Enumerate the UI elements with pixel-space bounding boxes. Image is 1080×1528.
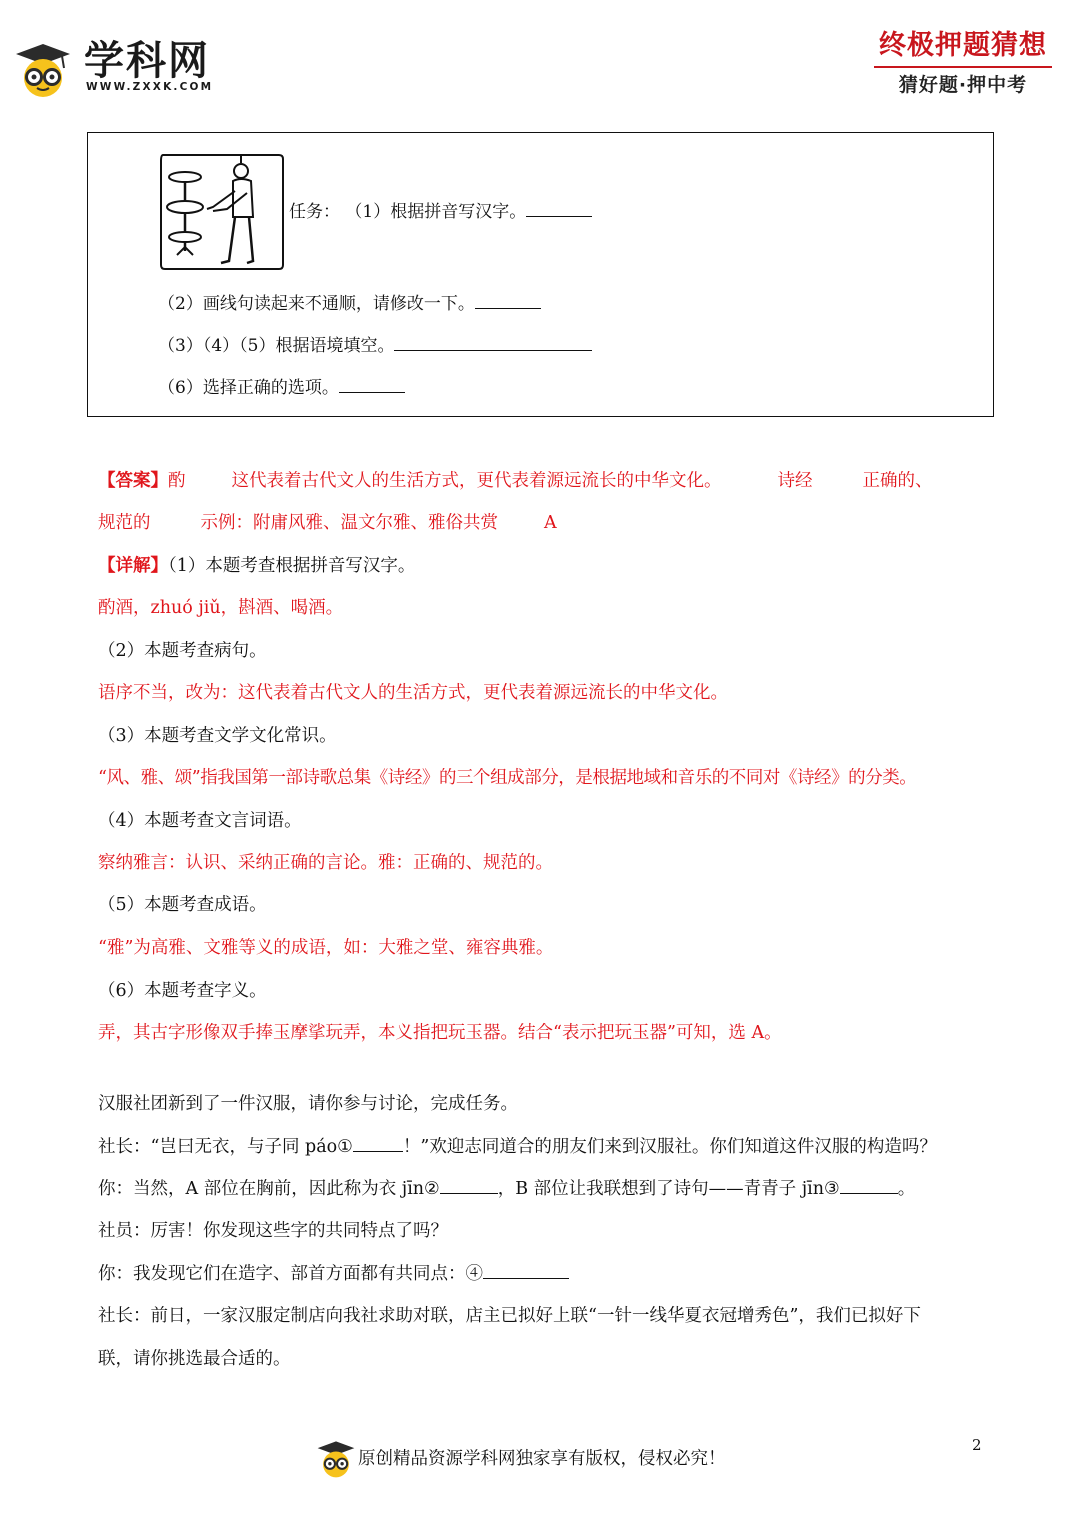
question-line-6: 联，请你挑选最合适的。 [98, 1349, 291, 1369]
detail-line-1: 【详解】（1）本题考查根据拼音写汉字。 [98, 556, 416, 576]
task-line-1: 任务： （1）根据拼音写汉字。 [289, 199, 592, 225]
fill-blank-1[interactable] [353, 1134, 403, 1152]
answer-blank-4[interactable] [339, 375, 405, 393]
question-line-1: 社长：“岂曰无衣，与子同 páo① ！”欢迎志同道合的朋友们来到汉服社。你们知道这件汉服的构造吗？ [98, 1133, 937, 1161]
answer-blank-2[interactable] [475, 291, 541, 309]
task-box [87, 132, 994, 417]
logo-text: 学科网 [84, 38, 210, 84]
page-number: 2 [972, 1436, 982, 1454]
answer-blank-3[interactable] [394, 333, 592, 351]
copyright-text: 原创精品资源学科网独家享有版权，侵权必究！ [358, 1449, 726, 1469]
detail-line-8: 察纳雅言：认识、采纳正确的言论。雅：正确的、规范的。 [98, 853, 553, 873]
detail-line-12: 弄，其古字形像双手捧玉摩挲玩弄，本义指把玩玉器。结合“表示把玩玉器”可知，选 A。 [98, 1023, 782, 1043]
logo-url: WWW.ZXXK.COM [86, 81, 214, 93]
slogan-block [870, 28, 1056, 100]
detail-line-10: “雅”为高雅、文雅等义的成语，如：大雅之堂、雍容典雅。 [98, 938, 554, 958]
owl-mascot-icon [14, 42, 72, 98]
detail-line-4: 语序不当，改为：这代表着古代文人的生活方式，更代表着源远流长的中华文化。 [98, 683, 728, 703]
detail-line-2: 酌酒，zhuó jiǔ，斟酒、喝酒。 [98, 598, 344, 618]
detail-line-11: （6）本题考查字义。 [98, 981, 267, 1001]
slogan-subtitle: 猜好题·押中考 [898, 74, 1028, 96]
answer-line-2: 规范的 示例：附庸风雅、温文尔雅、雅俗共赏 A [98, 513, 557, 533]
detail-line-9: （5）本题考查成语。 [98, 895, 267, 915]
detail-line-5: （3）本题考查文学文化常识。 [98, 726, 337, 746]
slogan-title: 终极押题猜想 [879, 30, 1047, 61]
fill-blank-2[interactable] [440, 1176, 498, 1194]
question-intro: 汉服社团新到了一件汉服，请你参与讨论，完成任务。 [98, 1094, 518, 1114]
owl-mascot-icon [316, 1440, 356, 1478]
fill-blank-4[interactable] [483, 1261, 569, 1279]
detail-line-7: （4）本题考查文言词语。 [98, 811, 302, 831]
task-line-4: （6）选择正确的选项。 [158, 375, 405, 401]
answer-line-1: 【答案】酌 这代表着古代文人的生活方式，更代表着源远流长的中华文化。 诗经 正确的、 [98, 471, 933, 491]
detail-line-6: “风、雅、颂”指我国第一部诗歌总集《诗经》的三个组成部分，是根据地域和音乐的不同对《诗经》的分类。 [98, 768, 917, 788]
slogan-divider [874, 66, 1052, 68]
question-line-2: 你：当然，A 部位在胸前，因此称为衣 jīn② ，B 部位让我联想到了诗句——青青子 jīn③ 。 [98, 1175, 915, 1203]
question-line-5: 社长：前日，一家汉服定制店向我社求助对联，店主已拟好上联“一针一线华夏衣冠增秀色”，我们已拟好下 [98, 1306, 921, 1326]
question-line-4: 你：我发现它们在造字、部首方面都有共同点：④ [98, 1260, 569, 1288]
answer-blank-1[interactable] [526, 199, 592, 217]
task-line-3: （3）（4）（5）根据语境填空。 [158, 333, 592, 359]
fill-blank-3[interactable] [840, 1176, 898, 1194]
task-line-2: （2）画线句读起来不通顺，请修改一下。 [158, 291, 541, 317]
detail-line-3: （2）本题考查病句。 [98, 641, 267, 661]
site-logo [12, 36, 212, 98]
question-line-3: 社员：厉害！你发现这些字的共同特点了吗？ [98, 1221, 448, 1241]
potter-wheel-illustration-icon [157, 151, 285, 273]
